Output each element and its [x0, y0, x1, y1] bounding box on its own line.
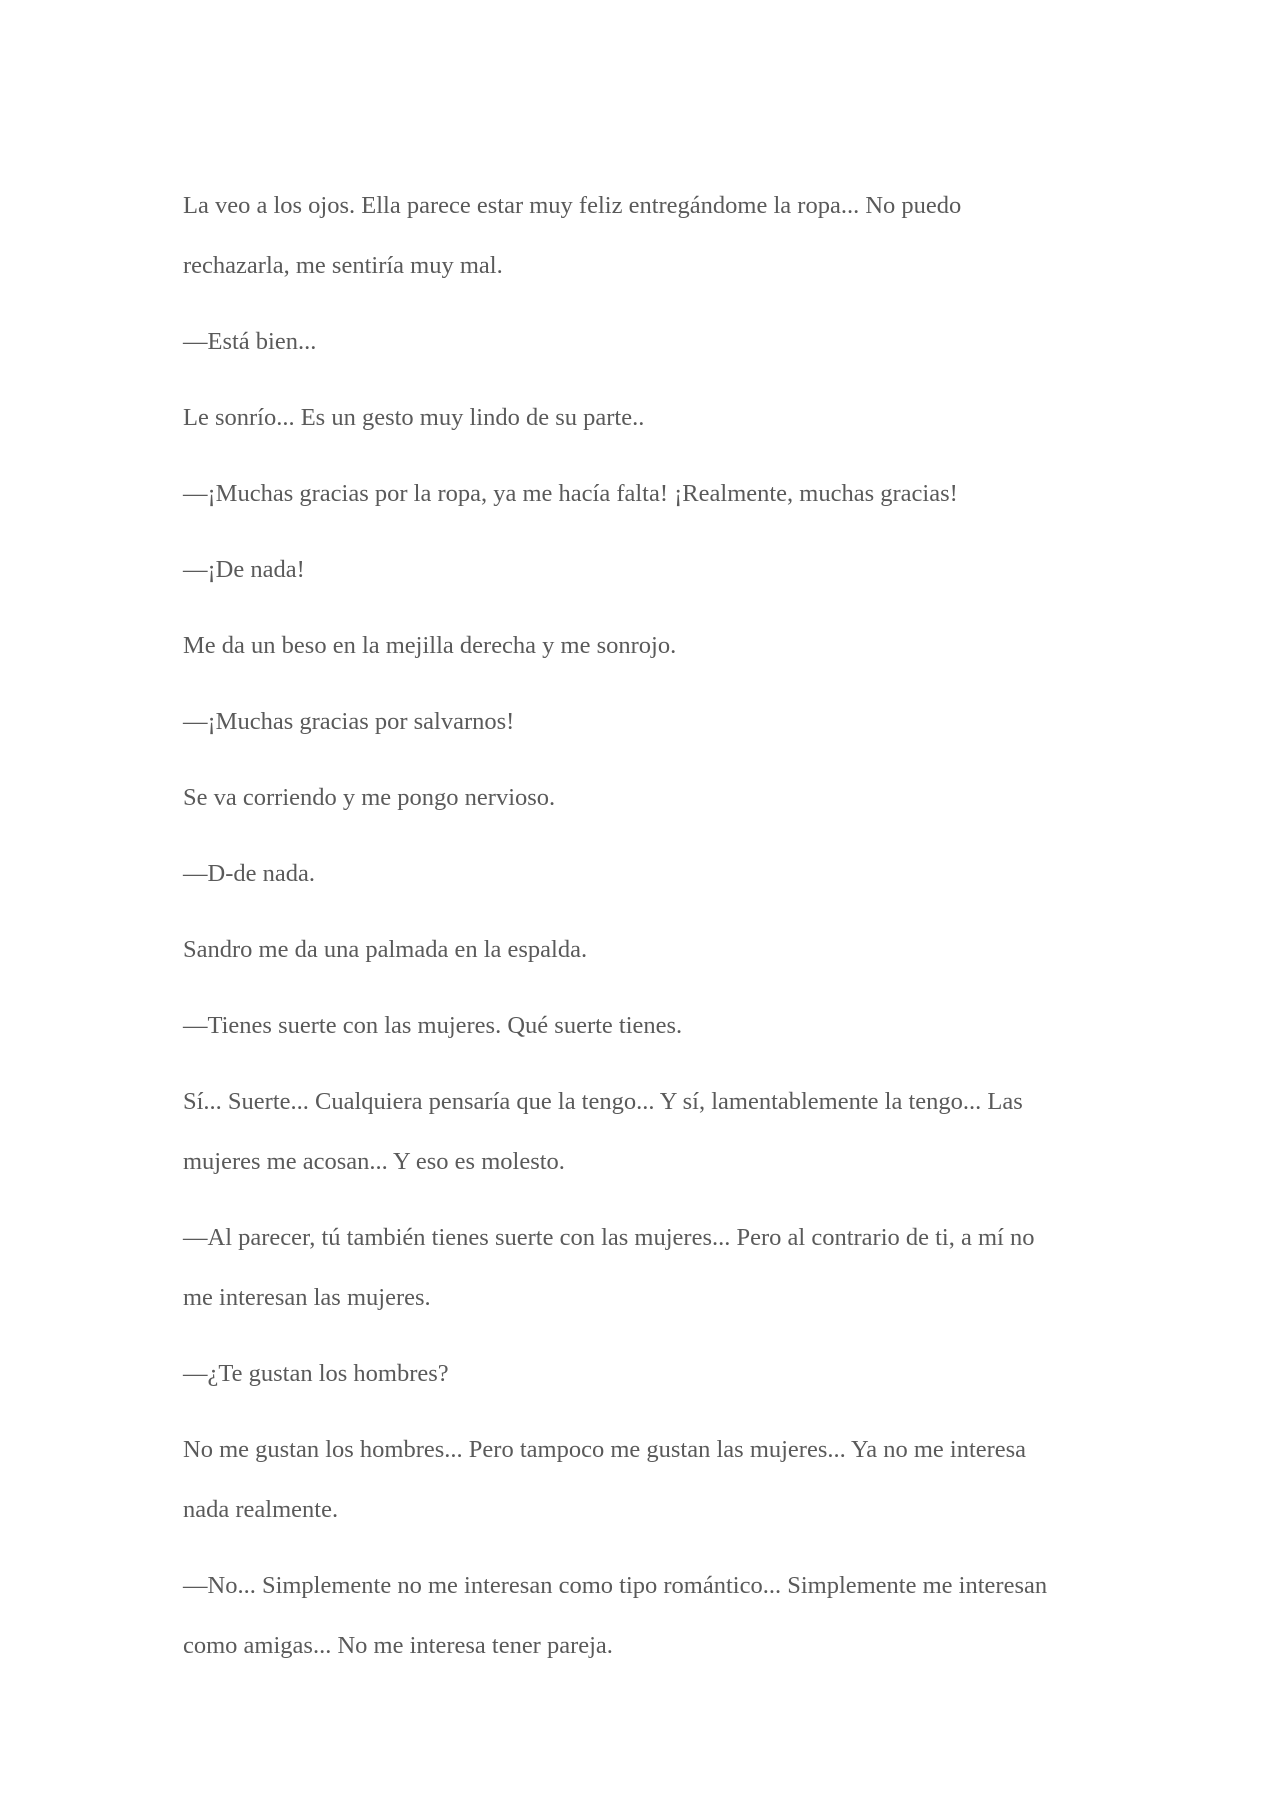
paragraph: [183, 996, 1103, 1056]
paragraph: [183, 464, 1103, 524]
text-line: —Está bien...: [183, 328, 317, 355]
text-line: Se va corriendo y me pongo nervioso.: [183, 784, 556, 811]
paragraph: [183, 844, 1103, 904]
text-line: Le sonrío... Es un gesto muy lindo de su parte..: [183, 404, 645, 431]
text-line: rechazarla, me sentiría muy mal.: [183, 252, 503, 279]
paragraph: [183, 768, 1103, 828]
text-line: me interesan las mujeres.: [183, 1284, 431, 1311]
paragraph: [183, 388, 1103, 448]
text-line: La veo a los ojos. Ella parece estar muy feliz entregándome la ropa... No puedo: [183, 192, 962, 219]
paragraph: [183, 540, 1103, 600]
text-line: como amigas... No me interesa tener pareja.: [183, 1632, 613, 1659]
paragraph: [183, 692, 1103, 752]
paragraph: [183, 312, 1103, 372]
paragraph: [183, 1072, 1103, 1192]
text-line: nada realmente.: [183, 1496, 339, 1523]
text-line: —¡De nada!: [183, 556, 305, 583]
document-body: [183, 176, 1103, 1692]
paragraph: [183, 616, 1103, 676]
paragraph: [183, 1420, 1103, 1540]
text-line: —¿Te gustan los hombres?: [183, 1360, 449, 1387]
paragraph: [183, 1344, 1103, 1404]
text-line: —No... Simplemente no me interesan como tipo romántico... Simplemente me interesan: [183, 1572, 1048, 1599]
text-line: —¡Muchas gracias por la ropa, ya me hacía falta! ¡Realmente, muchas gracias!: [183, 480, 958, 507]
text-line: —Tienes suerte con las mujeres. Qué suerte tienes.: [183, 1012, 683, 1039]
paragraph: [183, 920, 1103, 980]
text-line: mujeres me acosan... Y eso es molesto.: [183, 1148, 565, 1175]
text-line: No me gustan los hombres... Pero tampoco me gustan las mujeres... Ya no me interesa: [183, 1436, 1027, 1463]
paragraph: [183, 176, 1103, 296]
text-line: Me da un beso en la mejilla derecha y me sonrojo.: [183, 632, 677, 659]
text-line: —Al parecer, tú también tienes suerte con las mujeres... Pero al contrario de ti, a mí no: [183, 1224, 1035, 1251]
paragraph: [183, 1556, 1103, 1676]
text-line: Sandro me da una palmada en la espalda.: [183, 936, 588, 963]
text-line: —¡Muchas gracias por salvarnos!: [183, 708, 515, 735]
text-line: Sí... Suerte... Cualquiera pensaría que la tengo... Y sí, lamentablemente la tengo... Las: [183, 1088, 1023, 1115]
paragraph: [183, 1208, 1103, 1328]
text-line: —D-de nada.: [183, 860, 315, 887]
